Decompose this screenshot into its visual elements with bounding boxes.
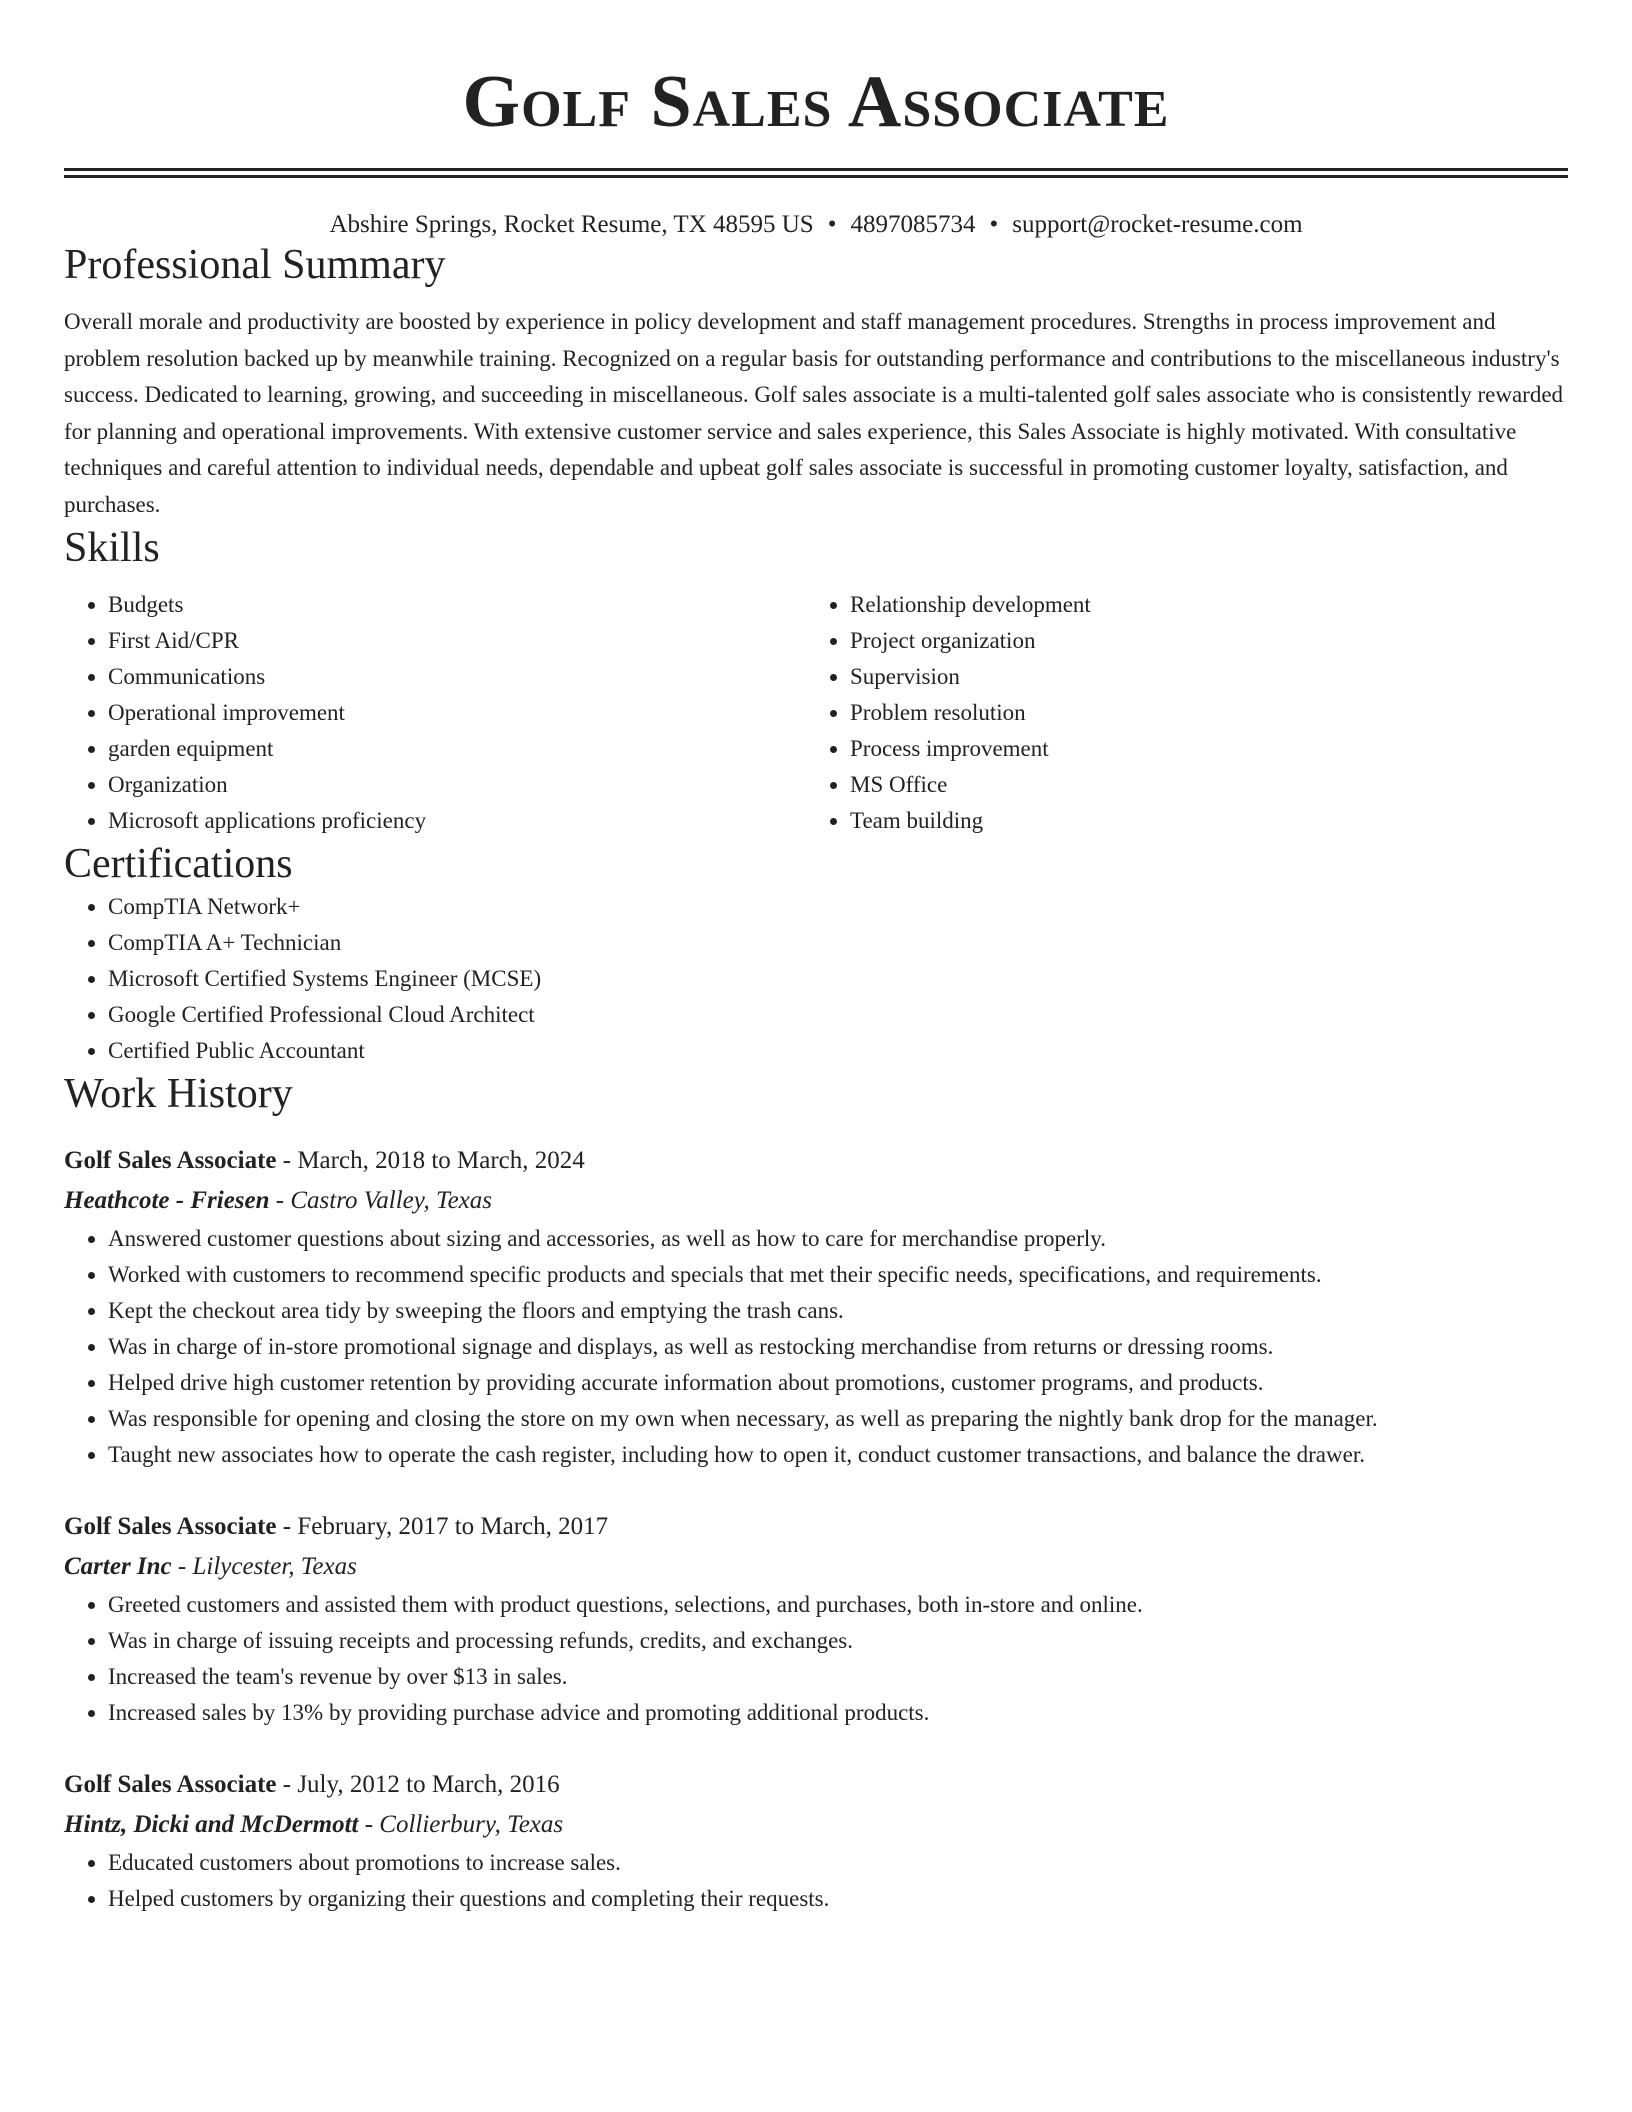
job-dash: - bbox=[177, 1553, 187, 1580]
job-bullet: • Helped customers by organizing their questions and completing their requests. bbox=[108, 1881, 1568, 1917]
skill-item: • Organization bbox=[108, 767, 806, 803]
contact-email: support@rocket-resume.com bbox=[1012, 211, 1303, 238]
job-entry bbox=[64, 1507, 1568, 1731]
job-bullets bbox=[64, 1587, 1568, 1731]
contact-phone: 4897085734 bbox=[850, 211, 976, 238]
certification-item: • Google Certified Professional Cloud Architect bbox=[108, 997, 1568, 1033]
skill-item: • MS Office bbox=[850, 767, 1548, 803]
job-dash: - bbox=[282, 1147, 292, 1174]
resume-name: Golf Sales Associate bbox=[462, 61, 1170, 143]
job-company: Carter Inc bbox=[64, 1553, 172, 1580]
job-bullet: • Kept the checkout area tidy by sweeping the floors and emptying the trash cans. bbox=[108, 1293, 1568, 1329]
job-dash: - bbox=[364, 1811, 374, 1838]
summary-heading: Professional Summary bbox=[64, 242, 446, 288]
job-role: Golf Sales Associate bbox=[64, 1771, 277, 1798]
summary-text: Overall morale and productivity are boosted by experience in policy development and staff management procedures. Strengths in process improvement and problem resolution backed up by meanwhile training. Recognized on a regular basis for outstanding performance and contributions to the miscellaneous industry's success. Dedicated to learning, growing, and succeeding in miscellaneous. Golf sales associate is a multi-talented golf sales associate who is consistently rewarded for planning and operational improvements. With extensive customer service and sales experience, this Sales Associate is highly motivated. With consultative techniques and careful attention to individual needs, dependable and upbeat golf sales associate is successful in promoting customer loyalty, satisfaction, and purchases. bbox=[64, 309, 1564, 517]
job-company-line bbox=[64, 1547, 1568, 1587]
job-bullets bbox=[64, 1845, 1568, 1917]
job-dash: - bbox=[275, 1187, 285, 1214]
job-dash: - bbox=[282, 1771, 292, 1798]
skills-grid bbox=[64, 587, 1568, 839]
skill-item: • garden equipment bbox=[108, 731, 806, 767]
job-company: Hintz, Dicki and McDermott bbox=[64, 1811, 359, 1838]
work-history-heading: Work History bbox=[64, 1071, 293, 1117]
resume-page bbox=[64, 0, 1568, 1917]
job-company: Heathcote - Friesen bbox=[64, 1187, 270, 1214]
job-bullet: • Increased the team's revenue by over $13 in sales. bbox=[108, 1659, 1568, 1695]
skill-item: • Problem resolution bbox=[850, 695, 1548, 731]
certifications-heading: Certifications bbox=[64, 841, 293, 887]
job-dates: July, 2012 to March, 2016 bbox=[297, 1771, 560, 1798]
certification-item: • CompTIA A+ Technician bbox=[108, 925, 1568, 961]
skills-column-left bbox=[64, 587, 806, 839]
skill-item: • Team building bbox=[850, 803, 1548, 839]
job-bullet: • Greeted customers and assisted them with product questions, selections, and purchases, both in-store and online. bbox=[108, 1587, 1568, 1623]
job-dates: March, 2018 to March, 2024 bbox=[297, 1147, 585, 1174]
certifications-list bbox=[64, 889, 1568, 1069]
contact-separator: • bbox=[827, 211, 837, 238]
job-header bbox=[64, 1507, 1568, 1547]
job-bullet: • Increased sales by 13% by providing purchase advice and promoting additional products. bbox=[108, 1695, 1568, 1731]
skill-item: • Microsoft applications proficiency bbox=[108, 803, 806, 839]
job-header bbox=[64, 1765, 1568, 1805]
skill-item: • First Aid/CPR bbox=[108, 623, 806, 659]
skill-item: • Relationship development bbox=[850, 587, 1548, 623]
contact-line bbox=[64, 210, 1568, 240]
job-bullet: • Educated customers about promotions to increase sales. bbox=[108, 1845, 1568, 1881]
certification-item: • Microsoft Certified Systems Engineer (MCSE) bbox=[108, 961, 1568, 997]
certification-item: • CompTIA Network+ bbox=[108, 889, 1568, 925]
skill-item: • Project organization bbox=[850, 623, 1548, 659]
job-entry bbox=[64, 1141, 1568, 1473]
job-company-line bbox=[64, 1181, 1568, 1221]
job-dash: - bbox=[282, 1513, 292, 1540]
job-header bbox=[64, 1141, 1568, 1181]
skill-item: • Operational improvement bbox=[108, 695, 806, 731]
job-bullet: • Was responsible for opening and closing the store on my own when necessary, as well as preparing the nightly bank drop for the manager. bbox=[108, 1401, 1568, 1437]
contact-separator: • bbox=[989, 211, 999, 238]
skills-heading: Skills bbox=[64, 525, 160, 571]
job-bullets bbox=[64, 1221, 1568, 1473]
job-dates: February, 2017 to March, 2017 bbox=[297, 1513, 609, 1540]
skill-item: • Budgets bbox=[108, 587, 806, 623]
job-bullet: • Taught new associates how to operate the cash register, including how to open it, conduct customer transactions, and balance the drawer. bbox=[108, 1437, 1568, 1473]
job-location: Lilycester, Texas bbox=[192, 1553, 357, 1580]
job-entry bbox=[64, 1765, 1568, 1917]
job-company-line bbox=[64, 1805, 1568, 1845]
job-role: Golf Sales Associate bbox=[64, 1513, 277, 1540]
skill-item: • Process improvement bbox=[850, 731, 1548, 767]
skill-item: • Communications bbox=[108, 659, 806, 695]
job-bullet: • Was in charge of issuing receipts and processing refunds, credits, and exchanges. bbox=[108, 1623, 1568, 1659]
header-double-rule bbox=[64, 168, 1568, 178]
skill-item: • Supervision bbox=[850, 659, 1548, 695]
job-location: Castro Valley, Texas bbox=[290, 1187, 492, 1214]
contact-address: Abshire Springs, Rocket Resume, TX 48595 US bbox=[329, 211, 814, 238]
job-bullet: • Helped drive high customer retention by providing accurate information about promotions, customer programs, and products. bbox=[108, 1365, 1568, 1401]
job-bullet: • Was in charge of in-store promotional signage and displays, as well as restocking merchandise from returns or dressing rooms. bbox=[108, 1329, 1568, 1365]
skills-column-right bbox=[806, 587, 1548, 839]
job-bullet: • Worked with customers to recommend specific products and specials that met their specific needs, specifications, and requirements. bbox=[108, 1257, 1568, 1293]
job-location: Collierbury, Texas bbox=[379, 1811, 564, 1838]
job-role: Golf Sales Associate bbox=[64, 1147, 277, 1174]
skills-list-left bbox=[64, 587, 806, 839]
certification-item: • Certified Public Accountant bbox=[108, 1033, 1568, 1069]
skills-list-right bbox=[806, 587, 1548, 839]
job-bullet: • Answered customer questions about sizing and accessories, as well as how to care for merchandise properly. bbox=[108, 1221, 1568, 1257]
